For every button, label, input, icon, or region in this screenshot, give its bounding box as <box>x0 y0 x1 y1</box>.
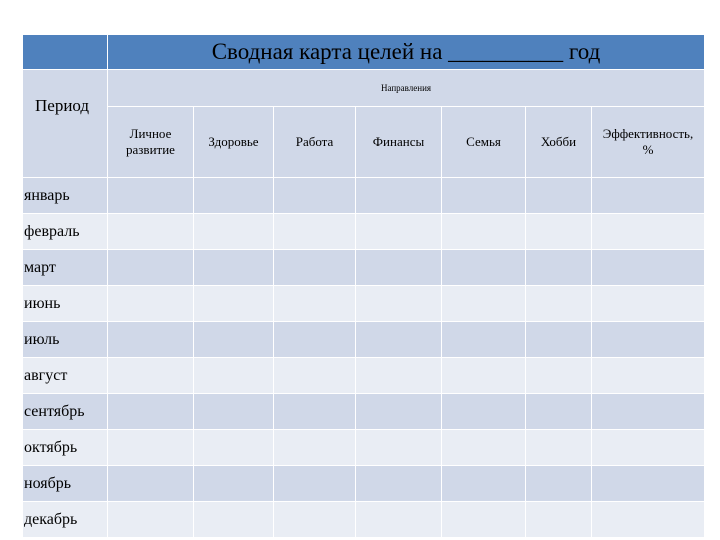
goal-cell[interactable] <box>442 394 526 430</box>
goal-cell[interactable] <box>274 358 356 394</box>
goal-cell[interactable] <box>442 214 526 250</box>
goal-cell[interactable] <box>108 502 194 538</box>
goal-cell[interactable] <box>274 214 356 250</box>
month-label: март <box>23 250 108 286</box>
goal-cell[interactable] <box>108 358 194 394</box>
goal-cell[interactable] <box>526 466 592 502</box>
goal-cell[interactable] <box>108 322 194 358</box>
goal-cell[interactable] <box>442 178 526 214</box>
month-label: июнь <box>23 286 108 322</box>
goal-cell[interactable] <box>194 394 274 430</box>
month-label: ноябрь <box>23 466 108 502</box>
column-header-label: Семья <box>466 134 501 149</box>
goal-cell[interactable] <box>194 178 274 214</box>
column-header-label: Финансы <box>372 134 425 149</box>
column-header <box>442 107 526 178</box>
column-header-label: Эффективность, % <box>602 126 694 157</box>
goal-cell[interactable] <box>526 250 592 286</box>
goal-cell[interactable] <box>356 178 442 214</box>
goal-cell[interactable] <box>526 322 592 358</box>
month-label: декабрь <box>23 502 108 538</box>
goal-cell[interactable] <box>526 286 592 322</box>
goal-cell[interactable] <box>356 358 442 394</box>
goal-cell[interactable] <box>108 286 194 322</box>
goal-cell[interactable] <box>194 214 274 250</box>
month-label: июль <box>23 322 108 358</box>
table-row <box>23 322 705 358</box>
goal-cell[interactable] <box>108 466 194 502</box>
goal-cell[interactable] <box>442 430 526 466</box>
goal-cell[interactable] <box>274 394 356 430</box>
goal-cell[interactable] <box>274 250 356 286</box>
goal-cell[interactable] <box>592 286 705 322</box>
goal-cell[interactable] <box>592 502 705 538</box>
column-header <box>356 107 442 178</box>
goal-cell[interactable] <box>442 286 526 322</box>
table-row <box>23 502 705 538</box>
goal-cell[interactable] <box>356 250 442 286</box>
goal-cell[interactable] <box>274 322 356 358</box>
column-header <box>592 107 705 178</box>
goal-cell[interactable] <box>442 322 526 358</box>
directions-header: Направления <box>108 70 705 107</box>
goal-cell[interactable] <box>274 466 356 502</box>
column-header-label: Здоровье <box>208 134 259 149</box>
goal-cell[interactable] <box>274 430 356 466</box>
table-row <box>23 430 705 466</box>
goal-cell[interactable] <box>274 502 356 538</box>
column-header <box>108 107 194 178</box>
month-label: январь <box>23 178 108 214</box>
goal-cell[interactable] <box>442 466 526 502</box>
month-label: сентябрь <box>23 394 108 430</box>
goal-cell[interactable] <box>592 178 705 214</box>
goal-cell[interactable] <box>194 502 274 538</box>
goal-cell[interactable] <box>592 322 705 358</box>
goal-cell[interactable] <box>356 430 442 466</box>
goal-cell[interactable] <box>194 286 274 322</box>
goal-cell[interactable] <box>108 394 194 430</box>
goal-cell[interactable] <box>356 466 442 502</box>
column-header <box>274 107 356 178</box>
goal-cell[interactable] <box>356 286 442 322</box>
table-row <box>23 250 705 286</box>
goal-cell[interactable] <box>442 358 526 394</box>
table-row <box>23 214 705 250</box>
column-header-label: Личное развитие <box>126 126 175 157</box>
table-row <box>23 178 705 214</box>
goal-cell[interactable] <box>526 394 592 430</box>
column-header-label: Хобби <box>540 134 577 149</box>
goal-cell[interactable] <box>592 250 705 286</box>
goal-cell[interactable] <box>108 250 194 286</box>
goal-cell[interactable] <box>108 214 194 250</box>
goal-cell[interactable] <box>592 466 705 502</box>
goal-cell[interactable] <box>108 178 194 214</box>
goal-cell[interactable] <box>356 322 442 358</box>
table-row <box>23 466 705 502</box>
goal-cell[interactable] <box>194 358 274 394</box>
goal-cell[interactable] <box>356 214 442 250</box>
goal-cell[interactable] <box>526 214 592 250</box>
goal-cell[interactable] <box>592 394 705 430</box>
goal-cell[interactable] <box>108 430 194 466</box>
goal-cell[interactable] <box>356 394 442 430</box>
table-row <box>23 358 705 394</box>
goal-cell[interactable] <box>526 430 592 466</box>
column-header-label: Работа <box>295 134 334 149</box>
goal-cell[interactable] <box>194 250 274 286</box>
goal-cell[interactable] <box>194 430 274 466</box>
goal-cell[interactable] <box>592 214 705 250</box>
goal-cell[interactable] <box>526 178 592 214</box>
month-label: февраль <box>23 214 108 250</box>
column-header <box>526 107 592 178</box>
goal-cell[interactable] <box>442 502 526 538</box>
goal-cell[interactable] <box>274 286 356 322</box>
goal-cell[interactable] <box>526 502 592 538</box>
goal-cell[interactable] <box>194 322 274 358</box>
goal-cell[interactable] <box>194 466 274 502</box>
month-label: октябрь <box>23 430 108 466</box>
column-header <box>194 107 274 178</box>
table-row <box>23 286 705 322</box>
goal-cell[interactable] <box>274 178 356 214</box>
period-column-header: Период <box>23 70 108 178</box>
table-row <box>23 394 705 430</box>
goal-cell[interactable] <box>442 250 526 286</box>
header-corner-cell <box>23 35 108 70</box>
goals-summary-table <box>22 34 705 538</box>
goal-cell[interactable] <box>526 358 592 394</box>
goal-cell[interactable] <box>592 358 705 394</box>
goal-cell[interactable] <box>356 502 442 538</box>
goal-cell[interactable] <box>592 430 705 466</box>
table-title: Сводная карта целей на __________ год <box>108 35 705 70</box>
month-label: август <box>23 358 108 394</box>
